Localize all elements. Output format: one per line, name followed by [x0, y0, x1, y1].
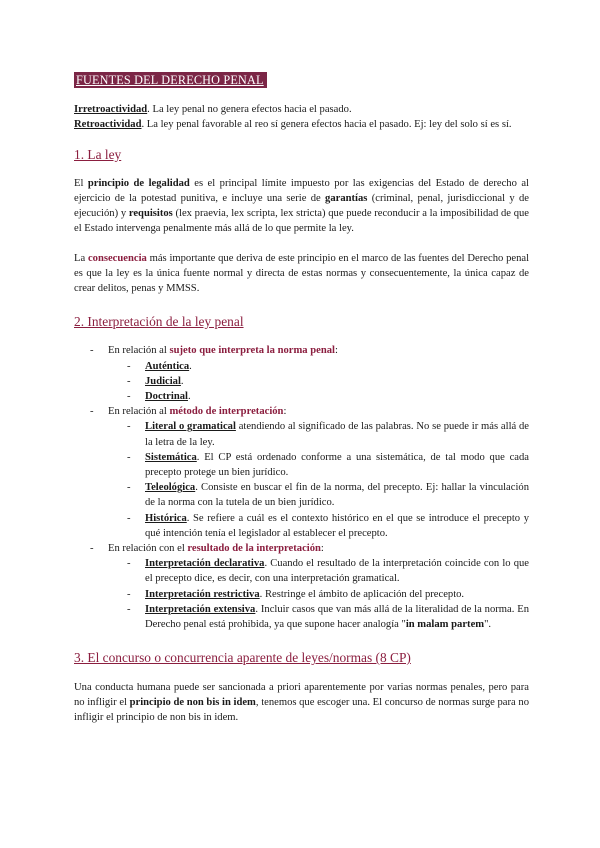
metodo-sublist [108, 419, 529, 541]
concurso-paragraph: Una conducta humana puede ser sancionada a priori aparentemente por varias normas penales, pero para no infligir el principio de non bis in idem, tenemos que escoger una. El concurso de normas surge para no infligir el principio de non bis in idem. [74, 681, 529, 723]
retroactividad-term: Retroactividad [74, 119, 142, 131]
list-item: - Sistemática. El CP está ordenado conforme a una sistemática, de tal modo que cada precepto protege un bien jurídico. [108, 450, 529, 480]
list-item: - Judicial. [108, 374, 529, 389]
intro-paragraph [74, 102, 529, 132]
section-2-heading: 2. Interpretación de la ley penal [74, 314, 244, 330]
consecuencia-term: consecuencia [87, 252, 147, 264]
document-body [74, 72, 529, 725]
legalidad-paragraph: El principio de legalidad es el principal límite impuesto por las exigencias del Estado de derecho al ejercicio de la potestad punitiva, e incluye una serie de garantías (criminal, penal, jurisdiccional y de ejecución) y requisitos (lex praevia, lex scripta, lex stricta) que puede reconducir a la imposibilidad de que el Estado intervenga penalmente más allá de lo que permite la ley. [74, 177, 529, 235]
section-1-heading: 1. La ley [74, 146, 122, 162]
resultado-highlight: resultado de la interpretación [187, 543, 321, 555]
list-item: - Histórica. Se refiere a cuál es el contexto histórico en el que se introduce el precepto y qué intención tenía el legislador al establecer el precepto. [108, 511, 529, 541]
metodo-highlight: método de interpretación [169, 406, 284, 418]
resultado-sublist [108, 556, 529, 632]
list-item-resultado: - En relación con el resultado de la interpretación: - Interpretación declarativa. Cuando el resultado de la interpretación coincide con lo que el precepto dice, es decir, con una interpretación gramatical. - Interpretación restrictiva. Restringe el ámbito de aplicación del precepto. - Interpretación extensiva. Incluir casos que van más allá de la literalidad de la norma. En Derecho penal está prohibida, ya que supone hacer analogía "in malam partem". [74, 541, 529, 632]
garantias-term: garantías [325, 193, 368, 205]
non-bis-in-idem-term: principio de non bis in idem [129, 696, 256, 708]
list-item-sujeto: - En relación al sujeto que interpreta la norma penal: - Auténtica. - Judicial. - Doctrinal. [74, 343, 529, 404]
list-item: - Teleológica. Consiste en buscar el fin de la norma, del precepto. Ej: hallar la vinculación de la norma con la tutela de un bien jurídico. [108, 480, 529, 510]
requisitos-term: requisitos [128, 208, 173, 220]
irretroactividad-text: . La ley penal no genera efectos hacia el pasado. [147, 104, 352, 116]
section-3-heading: 3. El concurso o concurrencia aparente de leyes/normas (8 CP) [74, 650, 411, 666]
in-malam-partem: in malam partem [405, 619, 485, 631]
sujeto-sublist [108, 359, 529, 405]
list-item: - Literal o gramatical atendiendo al significado de las palabras. No se puede ir más allá de la letra de la ley. [108, 419, 529, 449]
consecuencia-paragraph: La consecuencia más importante que deriva de este principio en el marco de las fuentes del Derecho penal es que la ley es la única fuente normal y directa de estas normas y consecuentemente, la única capaz de crear delitos, penas y MMSS. [74, 252, 530, 295]
document-title: FUENTES DEL DERECHO PENAL [74, 72, 267, 88]
list-item: - Auténtica. [108, 359, 529, 374]
list-item-metodo: - En relación al método de interpretación: - Literal o gramatical atendiendo al significado de las palabras. No se puede ir más allá de la letra de la ley. - Sistemática. El CP está ordenado conforme a una sistemática, de tal modo que cada precepto protege un bien jurídico. - Teleológica. Consiste en buscar el fin de la norma, del precepto. Ej: hallar la vinculación de la norma con la tutela de un bien jurídico. - Histórica. Se refiere a cuál es el contexto histórico en el que se introduce el precepto y qué intención tenía el legislador al establecer el precepto. [74, 404, 529, 541]
interpretacion-list [74, 343, 529, 632]
retroactividad-text: . La ley penal favorable al reo sí genera efectos hacia el pasado. Ej: ley del solo sí es sí. [141, 119, 512, 131]
list-item: - Doctrinal. [108, 389, 529, 404]
list-item: - Interpretación extensiva. Incluir casos que van más allá de la literalidad de la norma. En Derecho penal está prohibida, ya que supone hacer analogía "in malam partem". [108, 602, 529, 632]
principio-legalidad-term: principio de legalidad [87, 177, 190, 189]
list-item: - Interpretación restrictiva. Restringe el ámbito de aplicación del precepto. [108, 587, 529, 602]
sujeto-highlight: sujeto que interpreta la norma penal [169, 345, 335, 357]
irretroactividad-term: Irretroactividad [74, 104, 148, 116]
list-item: - Interpretación declarativa. Cuando el resultado de la interpretación coincide con lo que el precepto dice, es decir, con una interpretación gramatical. [108, 556, 529, 586]
